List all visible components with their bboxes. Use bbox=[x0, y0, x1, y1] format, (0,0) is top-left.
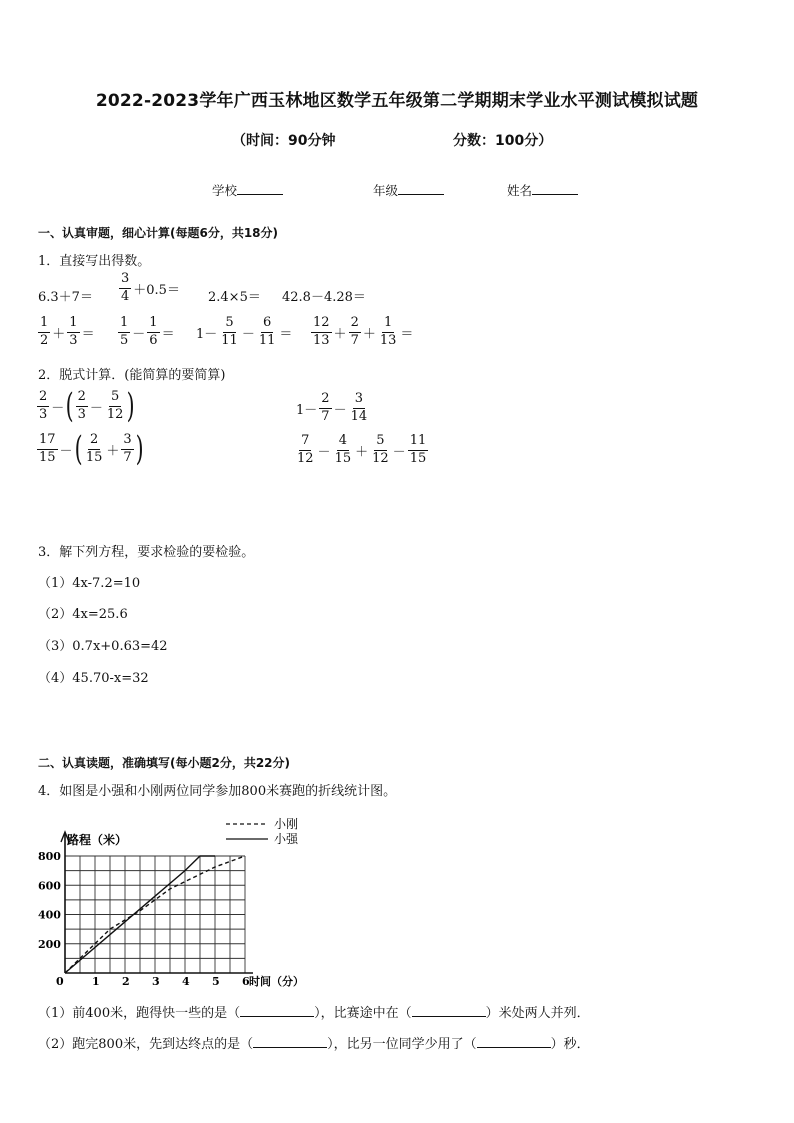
answer-blank[interactable] bbox=[412, 1004, 486, 1017]
distance-time-chart bbox=[30, 810, 330, 990]
school-field bbox=[212, 181, 283, 199]
q2-expr-4: $\frac{7}{12}$ － $\frac{4}{15}$ ＋ $\frac{5}{12}$ － $\frac{11}{15}$ bbox=[297, 433, 427, 466]
answer-blank[interactable] bbox=[253, 1035, 327, 1048]
y-tick-label: 200 bbox=[38, 937, 61, 951]
q1-expr-1: 6.3＋7＝ bbox=[38, 290, 93, 305]
answer-blank[interactable] bbox=[240, 1004, 314, 1017]
grade-label: 年级 bbox=[373, 183, 399, 198]
y-axis-label: 路程（米） bbox=[67, 833, 128, 847]
q3-item-2: （2）4x=25.6 bbox=[38, 607, 128, 622]
x-tick-label: 3 bbox=[152, 975, 160, 988]
x-tick-label: 5 bbox=[212, 975, 220, 988]
school-label: 学校 bbox=[212, 183, 238, 198]
x-tick-label: 1 bbox=[92, 975, 100, 988]
x-tick-label: 2 bbox=[122, 975, 130, 988]
q3-item-4: （4）45.70-x=32 bbox=[38, 671, 149, 686]
q2-expr-1: $\frac{2}{3}$ －( $\frac{2}{3}$ － $\frac{5}{12}$ ) bbox=[39, 386, 136, 426]
exam-time: （时间：90分钟 bbox=[232, 133, 336, 149]
q3-item-1: （1）4x-7.2=10 bbox=[38, 576, 141, 591]
y-tick-label: 600 bbox=[38, 879, 61, 893]
page-title: 2022-2023学年广西玉林地区数学五年级第二学期期末学业水平测试模拟试题 bbox=[95, 91, 699, 111]
legend-label: 小刚 bbox=[274, 817, 299, 831]
q4-label: 4．如图是小强和小刚两位同学参加800米赛跑的折线统计图。 bbox=[38, 784, 397, 799]
grade-blank[interactable] bbox=[398, 182, 444, 195]
q2-label: 2．脱式计算．(能简算的要简算) bbox=[38, 368, 226, 383]
q1-expr-2: $\frac{3}{4}$ ＋0.5＝ bbox=[121, 271, 180, 304]
y-tick-label: 800 bbox=[38, 850, 61, 863]
x-tick-label: 0 bbox=[56, 975, 64, 988]
x-tick-label: 4 bbox=[182, 975, 190, 988]
exam-score: 分数：100分） bbox=[453, 133, 553, 149]
answer-blank[interactable] bbox=[477, 1035, 551, 1048]
section2-heading: 二、认真读题，准确填写(每小题2分，共22分) bbox=[38, 756, 291, 770]
q1-expr-8: $\frac{12}{13}$ ＋ $\frac{2}{7}$ ＋ $\frac{1}{13}$ ＝ bbox=[313, 315, 414, 348]
q1-expr-6: $\frac{1}{5}$ － $\frac{1}{6}$ ＝ bbox=[120, 315, 175, 348]
chart-labels bbox=[38, 832, 304, 988]
section1-heading: 一、认真审题，细心计算(每题6分，共18分) bbox=[38, 226, 279, 240]
q1-expr-4: 42.8－4.28＝ bbox=[282, 290, 366, 305]
x-tick-label: 6 bbox=[242, 975, 250, 988]
q2-expr-2: 1－ $\frac{2}{7}$ － $\frac{3}{14}$ bbox=[296, 391, 368, 424]
q1-expr-5: $\frac{1}{2}$ ＋ $\frac{1}{3}$ ＝ bbox=[40, 315, 95, 348]
q4-sub-2: （2）跑完800米，先到达终点的是（ ），比另一位同学少用了（ ）秒． bbox=[38, 1037, 590, 1052]
name-label: 姓名 bbox=[507, 183, 533, 198]
y-tick-label: 400 bbox=[38, 908, 61, 922]
q4-sub-1: （1）前400米，跑得快一些的是（ ），比赛途中在（ ）米处两人并列． bbox=[38, 1006, 590, 1021]
q1-expr-3: 2.4×5＝ bbox=[208, 290, 261, 305]
grade-field bbox=[373, 181, 444, 199]
name-blank[interactable] bbox=[532, 182, 578, 195]
legend-label: 小强 bbox=[274, 832, 299, 846]
name-field bbox=[507, 181, 578, 199]
q1-expr-7: 1－ $\frac{5}{11}$ － $\frac{6}{11}$ ＝ bbox=[196, 315, 293, 348]
chart-grid bbox=[65, 856, 245, 973]
x-axis-label: 时间（分） bbox=[249, 975, 304, 988]
chart-legend bbox=[226, 816, 299, 846]
q3-item-3: （3）0.7x+0.63=42 bbox=[38, 639, 168, 654]
fraction: $\frac{3}{4}$ bbox=[121, 271, 130, 304]
school-blank[interactable] bbox=[237, 182, 283, 195]
q3-label: 3．解下列方程，要求检验的要检验。 bbox=[38, 545, 255, 560]
q2-expr-3: $\frac{17}{15}$ －( $\frac{2}{15}$ ＋ $\frac{3}{7}$ ) bbox=[39, 429, 144, 469]
q1-label: 1．直接写出得数。 bbox=[38, 254, 151, 269]
